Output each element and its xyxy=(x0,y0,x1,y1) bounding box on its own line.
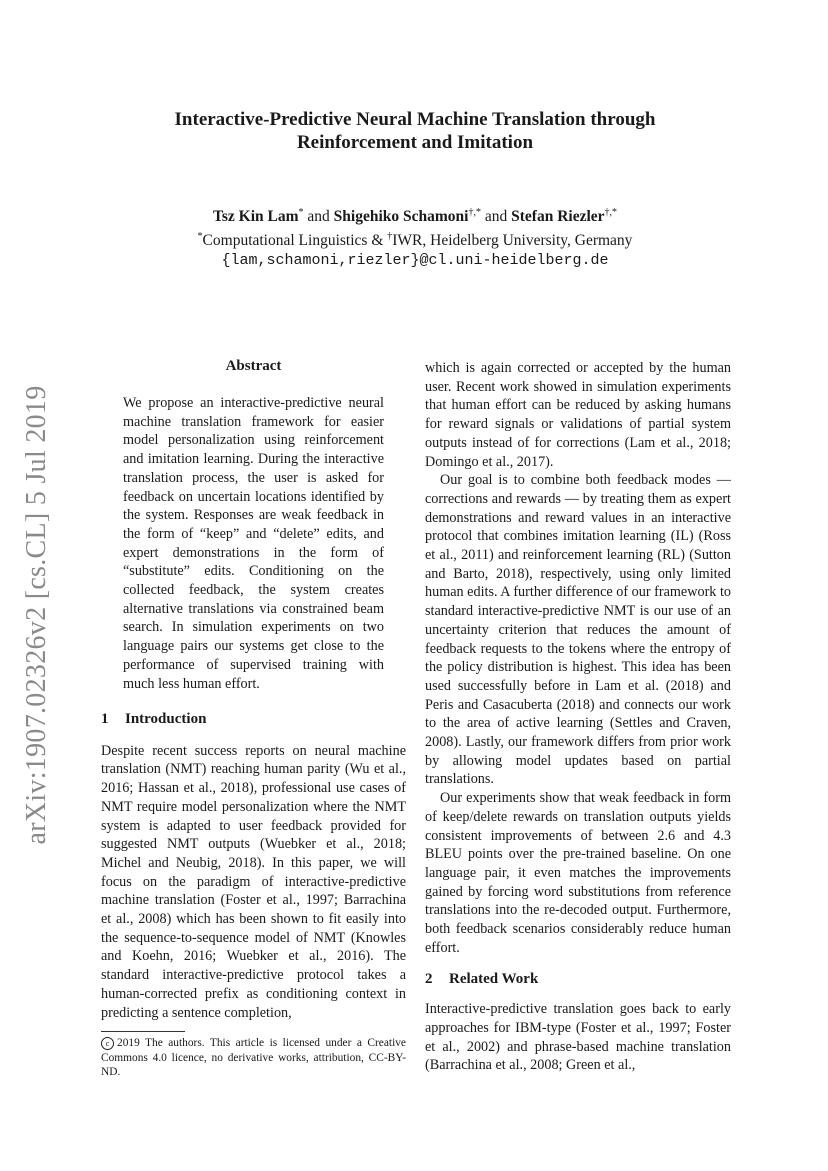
title-line-2: Reinforcement and Imitation xyxy=(296,132,534,153)
footnote-divider xyxy=(101,1031,185,1032)
title-line-1: Interactive-Predictive Neural Machine Translation through xyxy=(174,109,656,130)
section-2-heading: 2 Related Work xyxy=(425,970,539,987)
author-1: Tsz Kin Lam xyxy=(212,208,299,226)
right-paragraph-2: Our goal is to combine both feedback modes — corrections and rewards — by treating them as expert demonstrations and reward values in an interactive protocol that combines imitation learning (IL) (Ross et al., 2011) and reinforcement learning (RL) (Sutton and Barto, 2018), respectively, using only limited human edits. A further difference of our framework to standard interactive-predictive NMT is our use of an uncertainty criterion that reduces the amount of feedback requests to the tokens where the entropy of the policy distribution is highest. This idea has been used successfully before in Lam et al. (2018) and Peris and Casacuberta (2018) and connects our work to the area of active learning (Settles and Craven, 2008). Lastly, our framework differs from prior work by allowing model updates based on partial translations. xyxy=(425,472,731,788)
author-email: {lam,schamoni,riezler}@cl.uni-heidelberg.de xyxy=(221,252,609,270)
author-3: Stefan Riezler xyxy=(511,208,605,226)
left-column-body xyxy=(101,710,406,1022)
section-1-heading: 1 Introduction xyxy=(101,711,207,727)
author-2: Shigehiko Schamoni xyxy=(333,208,469,226)
introduction-paragraph: Despite recent success reports on neural machine translation (NMT) reaching human parity (Wu et al., 2016; Hassan et al., 2018), professional use cases of NMT require model personalization where the NMT system is adapted to user feedback provided for suggested NMT outputs (Wuebker et al., 2018; Michel and Neubig, 2018). In this paper, we will focus on the paradigm of interactive-predictive machine translation (Foster et al., 1997; Barrachina et al., 2008) which has been shown to fit easily into the sequence-to-sequence model of NMT (Knowles and Koehn, 2016; Wuebker et al., 2016). The standard interactive-predictive protocol takes a human-corrected prefix as conditioning context in predicting a sentence completion, xyxy=(101,742,406,1021)
abstract-heading: Abstract xyxy=(225,358,282,374)
copyright-icon: c xyxy=(101,1037,114,1050)
author-block xyxy=(100,203,730,271)
right-paragraph-1: which is again corrected or accepted by the human user. Recent work showed in simulation experiments that human effort can be reduced by asking humans for reward signals or validations of partial system outputs instead of for corrections (Lam et al., 2018; Domingo et al., 2017). xyxy=(425,360,731,470)
right-paragraph-3: Our experiments show that weak feedback in form of keep/delete rewards on translation outputs yields consistent improvements of between 2.6 and 4.3 BLEU points over the pre-trained baseline. On one language pair, it even matches the improvements gained by forcing word substitutions from reference translations into the re-decoded output. Furthermore, both feedback scenarios considerably reduce human effort. xyxy=(425,790,731,956)
abstract-text: We propose an interactive-predictive neural machine translation framework for easier model personalization using reinforcement and imitation learning. During the interactive translation process, the user is asked for feedback on uncertain locations identified by the system. Responses are weak feedback in the form of “keep” and “delete” edits, and expert demonstrations in the form of “substitute” edits. Conditioning on the collected feedback, the system creates alternative translations via constrained beam search. In simulation experiments on two language pairs our systems get close to the performance of supervised training with much less human effort. xyxy=(123,395,384,692)
author-names: Tsz Kin Lam* and Shigehiko Schamoni†,* and Stefan Riezler†,* xyxy=(212,207,618,226)
paper-title xyxy=(100,108,730,154)
related-work-paragraph: Interactive-predictive translation goes back to early approaches for IBM-type (Foster et al., 1997; Foster et al., 2002) and phrase-based machine translation (Barrachina et al., 2008; Green et al., xyxy=(425,1001,731,1074)
right-column-body xyxy=(425,359,731,1075)
author-affiliation: *Computational Linguistics & †IWR, Heidelberg University, Germany xyxy=(197,231,633,250)
arxiv-identifier-text: arXiv:1907.02326v2 [cs.CL] 5 Jul 2019 xyxy=(21,385,52,845)
arxiv-identifier xyxy=(22,385,52,845)
license-footnote: c 2019 The authors. This article is licensed under a Creative Commons 4.0 licence, no derivative works, attribution, CC-BY-ND. xyxy=(101,1037,406,1078)
